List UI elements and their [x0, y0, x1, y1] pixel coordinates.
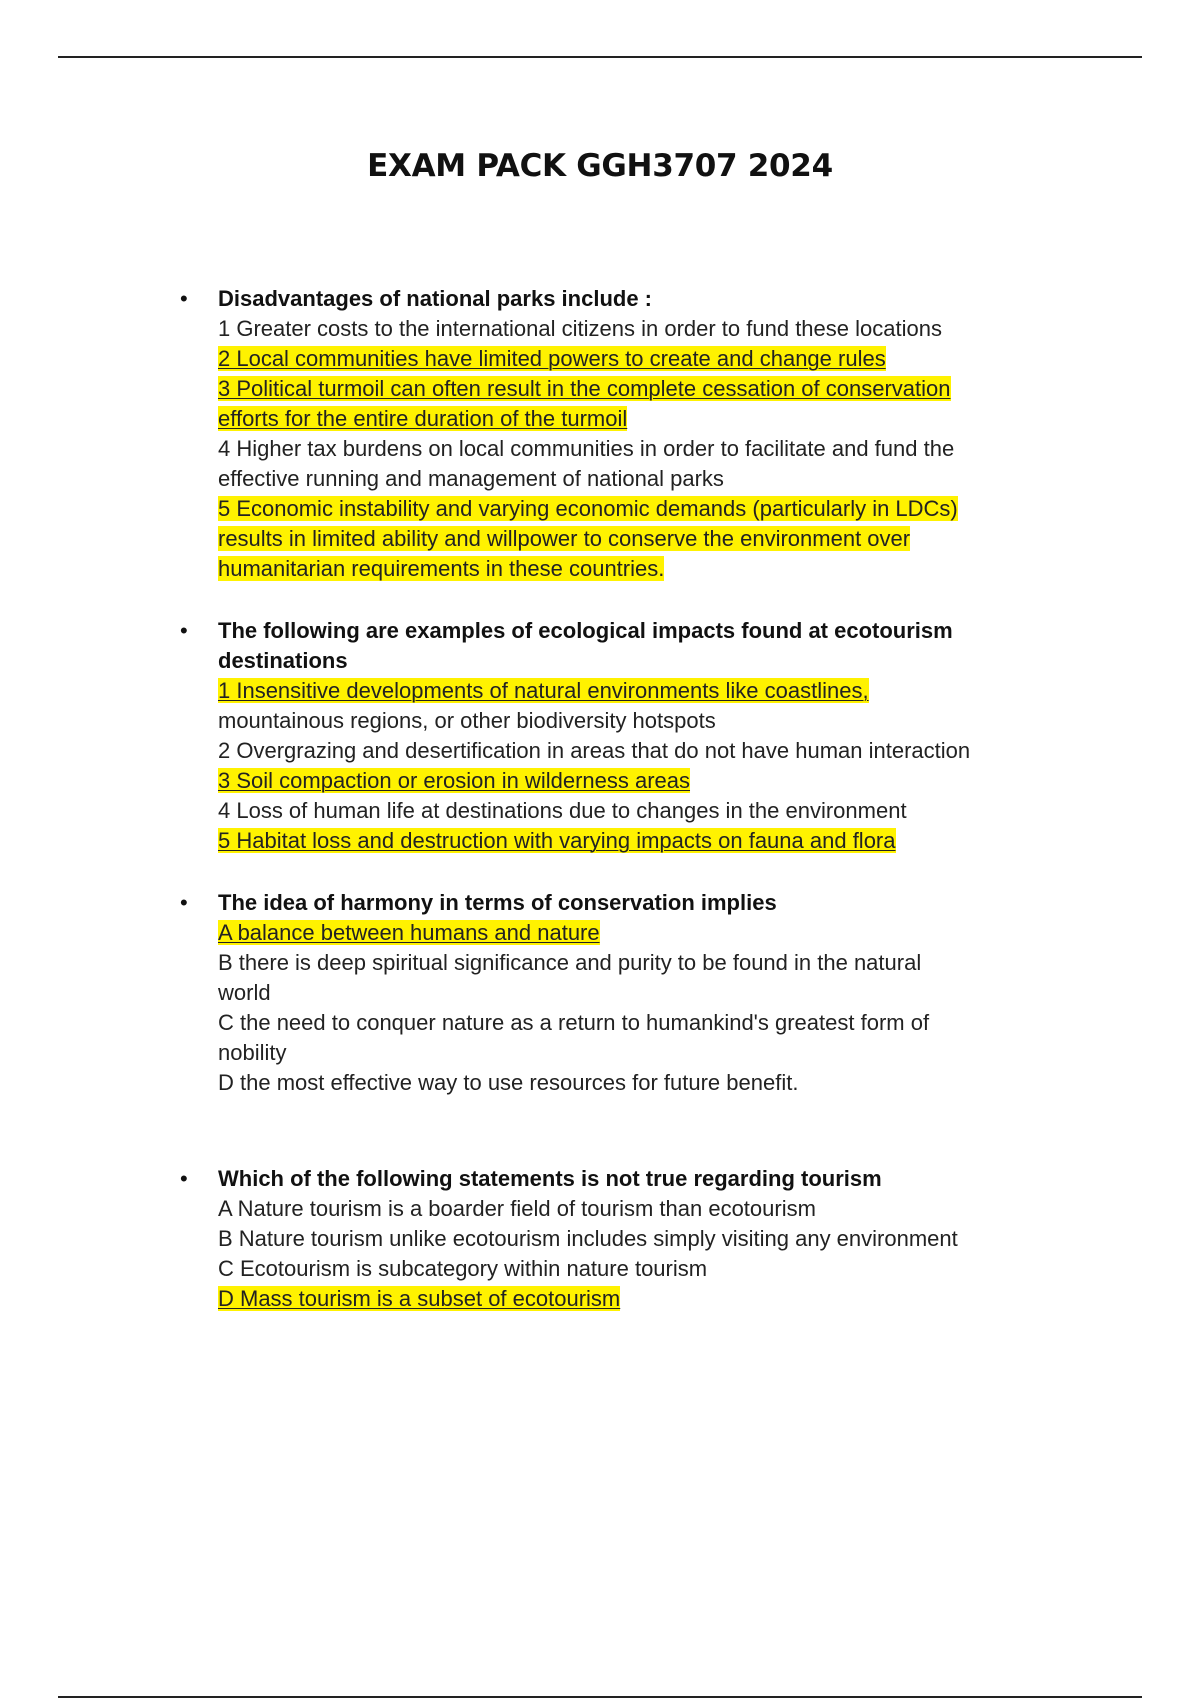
highlighted-answer-text: 3 Political turmoil can often result in the complete cessation of conservation	[218, 376, 951, 401]
answer-text: 4 Higher tax burdens on local communities in order to facilitate and fund the	[218, 436, 955, 461]
answer-text: nobility	[218, 1040, 287, 1065]
answer-line	[218, 344, 1078, 374]
answer-text: C the need to conquer nature as a return to humankind's greatest form of	[218, 1010, 930, 1035]
answer-line	[218, 826, 1078, 856]
question-heading: Disadvantages of national parks include :	[218, 286, 652, 311]
question-item	[180, 888, 1078, 1098]
answer-line	[218, 978, 1078, 1008]
question-heading: The following are examples of ecological impacts found at ecotourism destinations	[218, 618, 953, 673]
question-heading: The idea of harmony in terms of conservation implies	[218, 890, 777, 915]
bullet-icon: •	[180, 286, 188, 311]
answer-line	[218, 1008, 1078, 1038]
highlighted-answer-text: A balance between humans and nature	[218, 920, 600, 945]
answer-text: B there is deep spiritual significance and purity to be found in the natural	[218, 950, 922, 975]
answer-line	[218, 404, 1078, 434]
answer-text: B Nature tourism unlike ecotourism includes simply visiting any environment	[218, 1226, 958, 1251]
bullet-icon: •	[180, 890, 188, 915]
answer-line	[218, 494, 1078, 524]
answer-line	[218, 374, 1078, 404]
answer-text: 4 Loss of human life at destinations due to changes in the environment	[218, 798, 907, 823]
answer-line	[218, 736, 1078, 766]
answer-line	[218, 948, 1078, 978]
answer-line	[218, 554, 1078, 584]
highlighted-answer-text: 2 Local communities have limited powers to create and change rules	[218, 346, 886, 371]
answer-line	[218, 706, 1078, 736]
answer-text: world	[218, 980, 271, 1005]
answer-text: mountainous regions, or other biodiversity hotspots	[218, 708, 716, 733]
highlighted-answer-text: results in limited ability and willpower to conserve the environment over	[218, 526, 911, 551]
answer-line	[218, 314, 1078, 344]
question-heading: Which of the following statements is not true regarding tourism	[218, 1166, 882, 1191]
highlighted-answer-text: humanitarian requirements in these countries.	[218, 556, 665, 581]
answer-text: A Nature tourism is a boarder field of tourism than ecotourism	[218, 1196, 816, 1221]
highlighted-answer-text: 1 Insensitive developments of natural environments like coastlines,	[218, 678, 869, 703]
answer-text: D the most effective way to use resources for future benefit.	[218, 1070, 799, 1095]
top-rule	[58, 56, 1142, 58]
answer-line	[218, 1194, 1078, 1224]
highlighted-answer-text: 5 Habitat loss and destruction with varying impacts on fauna and flora	[218, 828, 896, 853]
question-item	[180, 616, 1078, 856]
bullet-icon: •	[180, 1166, 188, 1191]
answer-line	[218, 1224, 1078, 1254]
answer-text: 2 Overgrazing and desertification in areas that do not have human interaction	[218, 738, 971, 763]
highlighted-answer-text: 3 Soil compaction or erosion in wilderness areas	[218, 768, 691, 793]
highlighted-answer-text: 5 Economic instability and varying economic demands (particularly in LDCs)	[218, 496, 958, 521]
answer-line	[218, 1038, 1078, 1068]
bullet-icon: •	[180, 618, 188, 643]
question-item	[180, 1164, 1078, 1314]
answer-line	[218, 1068, 1078, 1098]
answer-text: C Ecotourism is subcategory within nature tourism	[218, 1256, 708, 1281]
page-title: EXAM PACK GGH3707 2024	[367, 148, 833, 184]
answer-line	[218, 464, 1078, 494]
answer-line	[218, 434, 1078, 464]
answer-text: effective running and management of national parks	[218, 466, 724, 491]
highlighted-answer-text: D Mass tourism is a subset of ecotourism	[218, 1286, 621, 1311]
answer-line	[218, 1254, 1078, 1284]
question-item	[180, 284, 1078, 584]
answer-line	[218, 918, 1078, 948]
answer-line	[218, 676, 1078, 706]
answer-line	[218, 796, 1078, 826]
bottom-rule	[58, 1696, 1142, 1698]
answer-line	[218, 766, 1078, 796]
highlighted-answer-text: efforts for the entire duration of the turmoil	[218, 406, 628, 431]
answer-line	[218, 1284, 1078, 1314]
answer-line	[218, 524, 1078, 554]
answer-text: 1 Greater costs to the international citizens in order to fund these locations	[218, 316, 942, 341]
